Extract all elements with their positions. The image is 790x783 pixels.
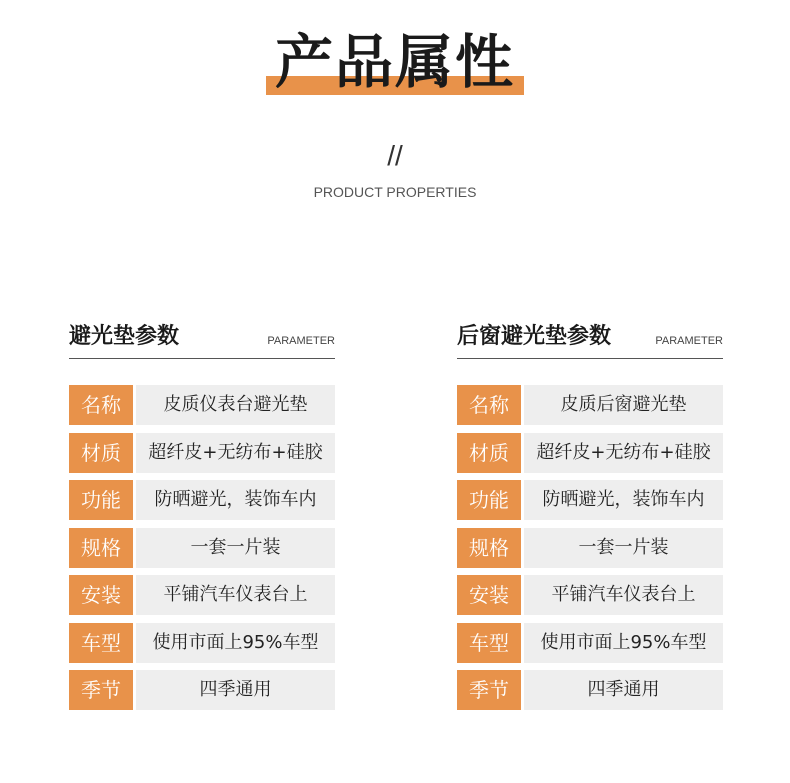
panel-title: 避光垫参数	[69, 324, 180, 349]
row-label: 季节	[69, 670, 133, 710]
row-label: 季节	[457, 670, 521, 710]
panel-tag: PARAMETER	[267, 335, 335, 347]
table-row	[457, 575, 723, 615]
row-label: 车型	[457, 623, 521, 663]
table-row	[457, 623, 723, 663]
table-row	[69, 433, 335, 473]
row-label: 功能	[457, 480, 521, 520]
panel-header	[457, 320, 723, 359]
page-header	[0, 0, 790, 110]
table-row	[69, 623, 335, 663]
row-label: 安装	[457, 575, 521, 615]
panel-title: 后窗避光垫参数	[457, 324, 612, 349]
table-row	[457, 480, 723, 520]
table-row	[69, 528, 335, 568]
table-row	[69, 385, 335, 425]
row-label: 名称	[69, 385, 133, 425]
row-value: 使用市面上95%车型	[136, 623, 335, 663]
row-value: 四季通用	[524, 670, 723, 710]
divider-slashes: //	[387, 140, 403, 171]
row-label: 车型	[69, 623, 133, 663]
row-label: 功能	[69, 480, 133, 520]
row-label: 规格	[69, 528, 133, 568]
dashboard-mat-parameter-panel	[69, 320, 335, 702]
table-row	[457, 385, 723, 425]
rear-window-mat-parameter-panel	[457, 320, 723, 702]
row-value: 防晒避光，装饰车内	[524, 480, 723, 520]
row-value: 四季通用	[136, 670, 335, 710]
row-value: 平铺汽车仪表台上	[136, 575, 335, 615]
row-value: 使用市面上95%车型	[524, 623, 723, 663]
row-value: 超纤皮+无纺布+硅胶	[136, 433, 335, 473]
panel-tag: PARAMETER	[655, 335, 723, 347]
row-value: 防晒避光，装饰车内	[136, 480, 335, 520]
row-label: 材质	[69, 433, 133, 473]
row-label: 名称	[457, 385, 521, 425]
row-value: 一套一片装	[136, 528, 335, 568]
row-label: 安装	[69, 575, 133, 615]
page-subtitle: PRODUCT PROPERTIES	[313, 184, 477, 200]
row-label: 规格	[457, 528, 521, 568]
parameter-table	[69, 385, 335, 718]
table-row	[457, 433, 723, 473]
table-row	[457, 670, 723, 710]
row-value: 皮质仪表台避光垫	[136, 385, 335, 425]
row-label: 材质	[457, 433, 521, 473]
table-row	[69, 575, 335, 615]
row-value: 超纤皮+无纺布+硅胶	[524, 433, 723, 473]
row-value: 皮质后窗避光垫	[524, 385, 723, 425]
row-value: 一套一片装	[524, 528, 723, 568]
panel-header	[69, 320, 335, 359]
table-row	[69, 480, 335, 520]
row-value: 平铺汽车仪表台上	[524, 575, 723, 615]
parameter-table	[457, 385, 723, 718]
table-row	[69, 670, 335, 710]
table-row	[457, 528, 723, 568]
page-title: 产品属性	[274, 28, 515, 96]
